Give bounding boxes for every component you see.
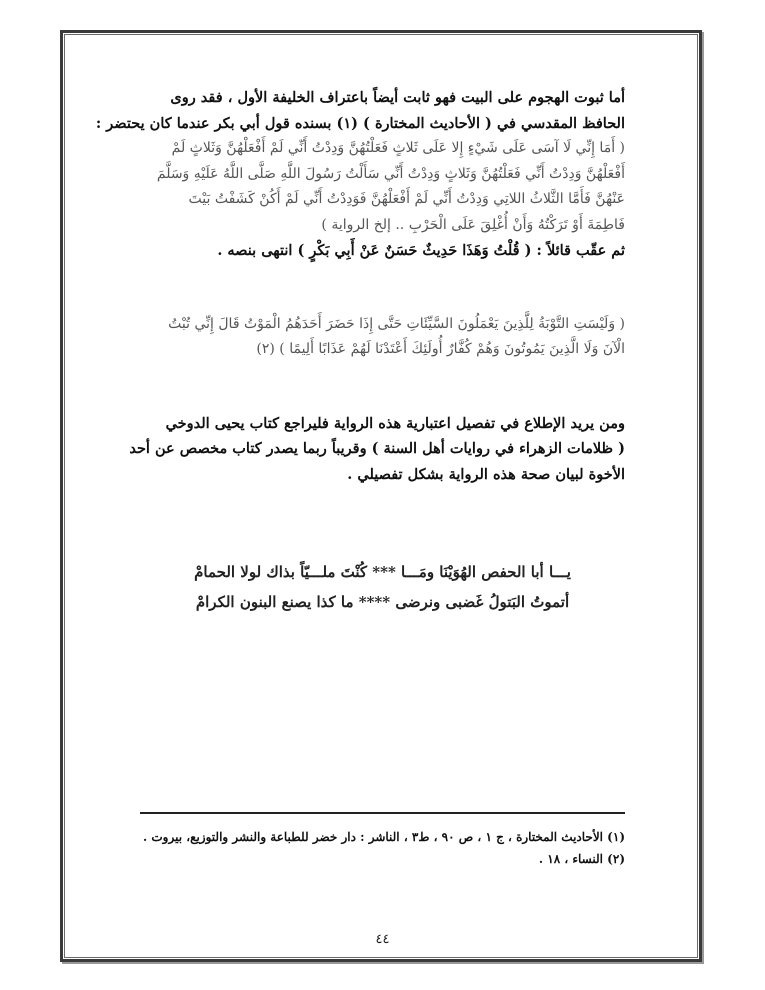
hadith-line: عَنْهُنَّ فَأَمَّا الثَّلاثُ اللاتِي وَدِدْتُ أَنِّي لَمْ أَفْعَلْهُنَّ فَوَدِدْتُ أَنِّي لَمْ أَكُنْ كَشَفْتُ بَيْتَ [188, 191, 625, 207]
paragraph1-line: أما ثبوت الهجوم على البيت فهو ثابت أيضاً باعتراف الخليفة الأول ، فقد روى [170, 89, 625, 106]
paragraph1-line: الحافظ المقدسي في ( الأحاديث المختارة ) (١) بسنده قول أبي بكر عندما كان يحتضر : [95, 114, 625, 132]
poem-line: أتموتُ البَتولُ غَضبى ونرضى **** ما كذا يصنع البنون الكرامْ [195, 593, 570, 611]
comment-line: ثم عقّب قائلاً : ( قُلْتُ وَهَذَا حَدِيثٌ حَسَنٌ عَنْ أَبِي بَكْرٍ ) انتهى بنصه . [217, 242, 625, 259]
poem-line: يـــا أبا الحفص الهُوَيْنَا ومَـــا *** كُنْتَ ملـــيّاً بذاك لولا الحمامْ [194, 563, 571, 581]
hadith-line: أَفْعَلْهُنَّ وَدِدْتُ أَنِّي فَعَلْتُهُنَّ وَثَلاثٍ وَدِدْتُ أَنِّي سَأَلْتُ رَسُولَ اللَّهِ صَلَّى اللَّهُ عَلَيْهِ وَسَلَّمَ [156, 165, 625, 182]
paragraph2-line: ( ظلامات الزهراء في روايات أهل السنة ) وقريباً ربما يصدر كتاب مخصص عن أحد [129, 440, 625, 457]
footnote-separator [140, 812, 625, 814]
footnotes [140, 826, 625, 870]
hadith-line: فَاطِمَةَ أَوْ تَرَكْتُهُ وَأَنْ أُغْلِقَ عَلَى الْحَرْبِ .. إلخ الرواية ) [321, 216, 625, 233]
hadith-line: ( أَمَا إِنِّي لَا آسَى عَلَى شَيْءٍ إِلا عَلَى ثَلاثٍ فَعَلْتُهُنَّ وَدِدْتُ أَنِّي لَمْ أَفْعَلْهُنَّ وَثَلاثٍ لَمْ [171, 140, 625, 156]
verse-line: الْآنَ وَلَا الَّذِينَ يَمُوتُونَ وَهُمْ كُفَّارٌ أُولَئِكَ أَعْتَدْنَا لَهُمْ عَذَابًا أَلِيمًا ) (٢) [256, 341, 625, 357]
page-body [95, 85, 625, 617]
page-number: ٤٤ [375, 932, 390, 947]
paragraph2-line: الأخوة لبيان صحة هذه الرواية بشكل تفصيلي . [347, 465, 625, 483]
paragraph2-line: ومن يريد الإطلاع في تفصيل اعتبارية هذه الرواية فليراجع كتاب يحيى الدوخي [165, 414, 625, 432]
footnote-2: (٢) النساء ، ١٨ . [538, 852, 625, 866]
verse-line: ( وَلَيْسَتِ التَّوْبَةُ لِلَّذِينَ يَعْمَلُونَ السَّيِّئَاتِ حَتَّى إِذَا حَضَرَ أَحَدَهُمُ الْمَوْتُ قَالَ إِنِّي تُبْتُ [168, 315, 625, 332]
footnote-1: (١) الأحاديث المختارة ، ج ١ ، ص ٩٠ ، ط٣ ، الناشر : دار خضر للطباعة والنشر والتوزيع، بيروت . [143, 830, 625, 844]
